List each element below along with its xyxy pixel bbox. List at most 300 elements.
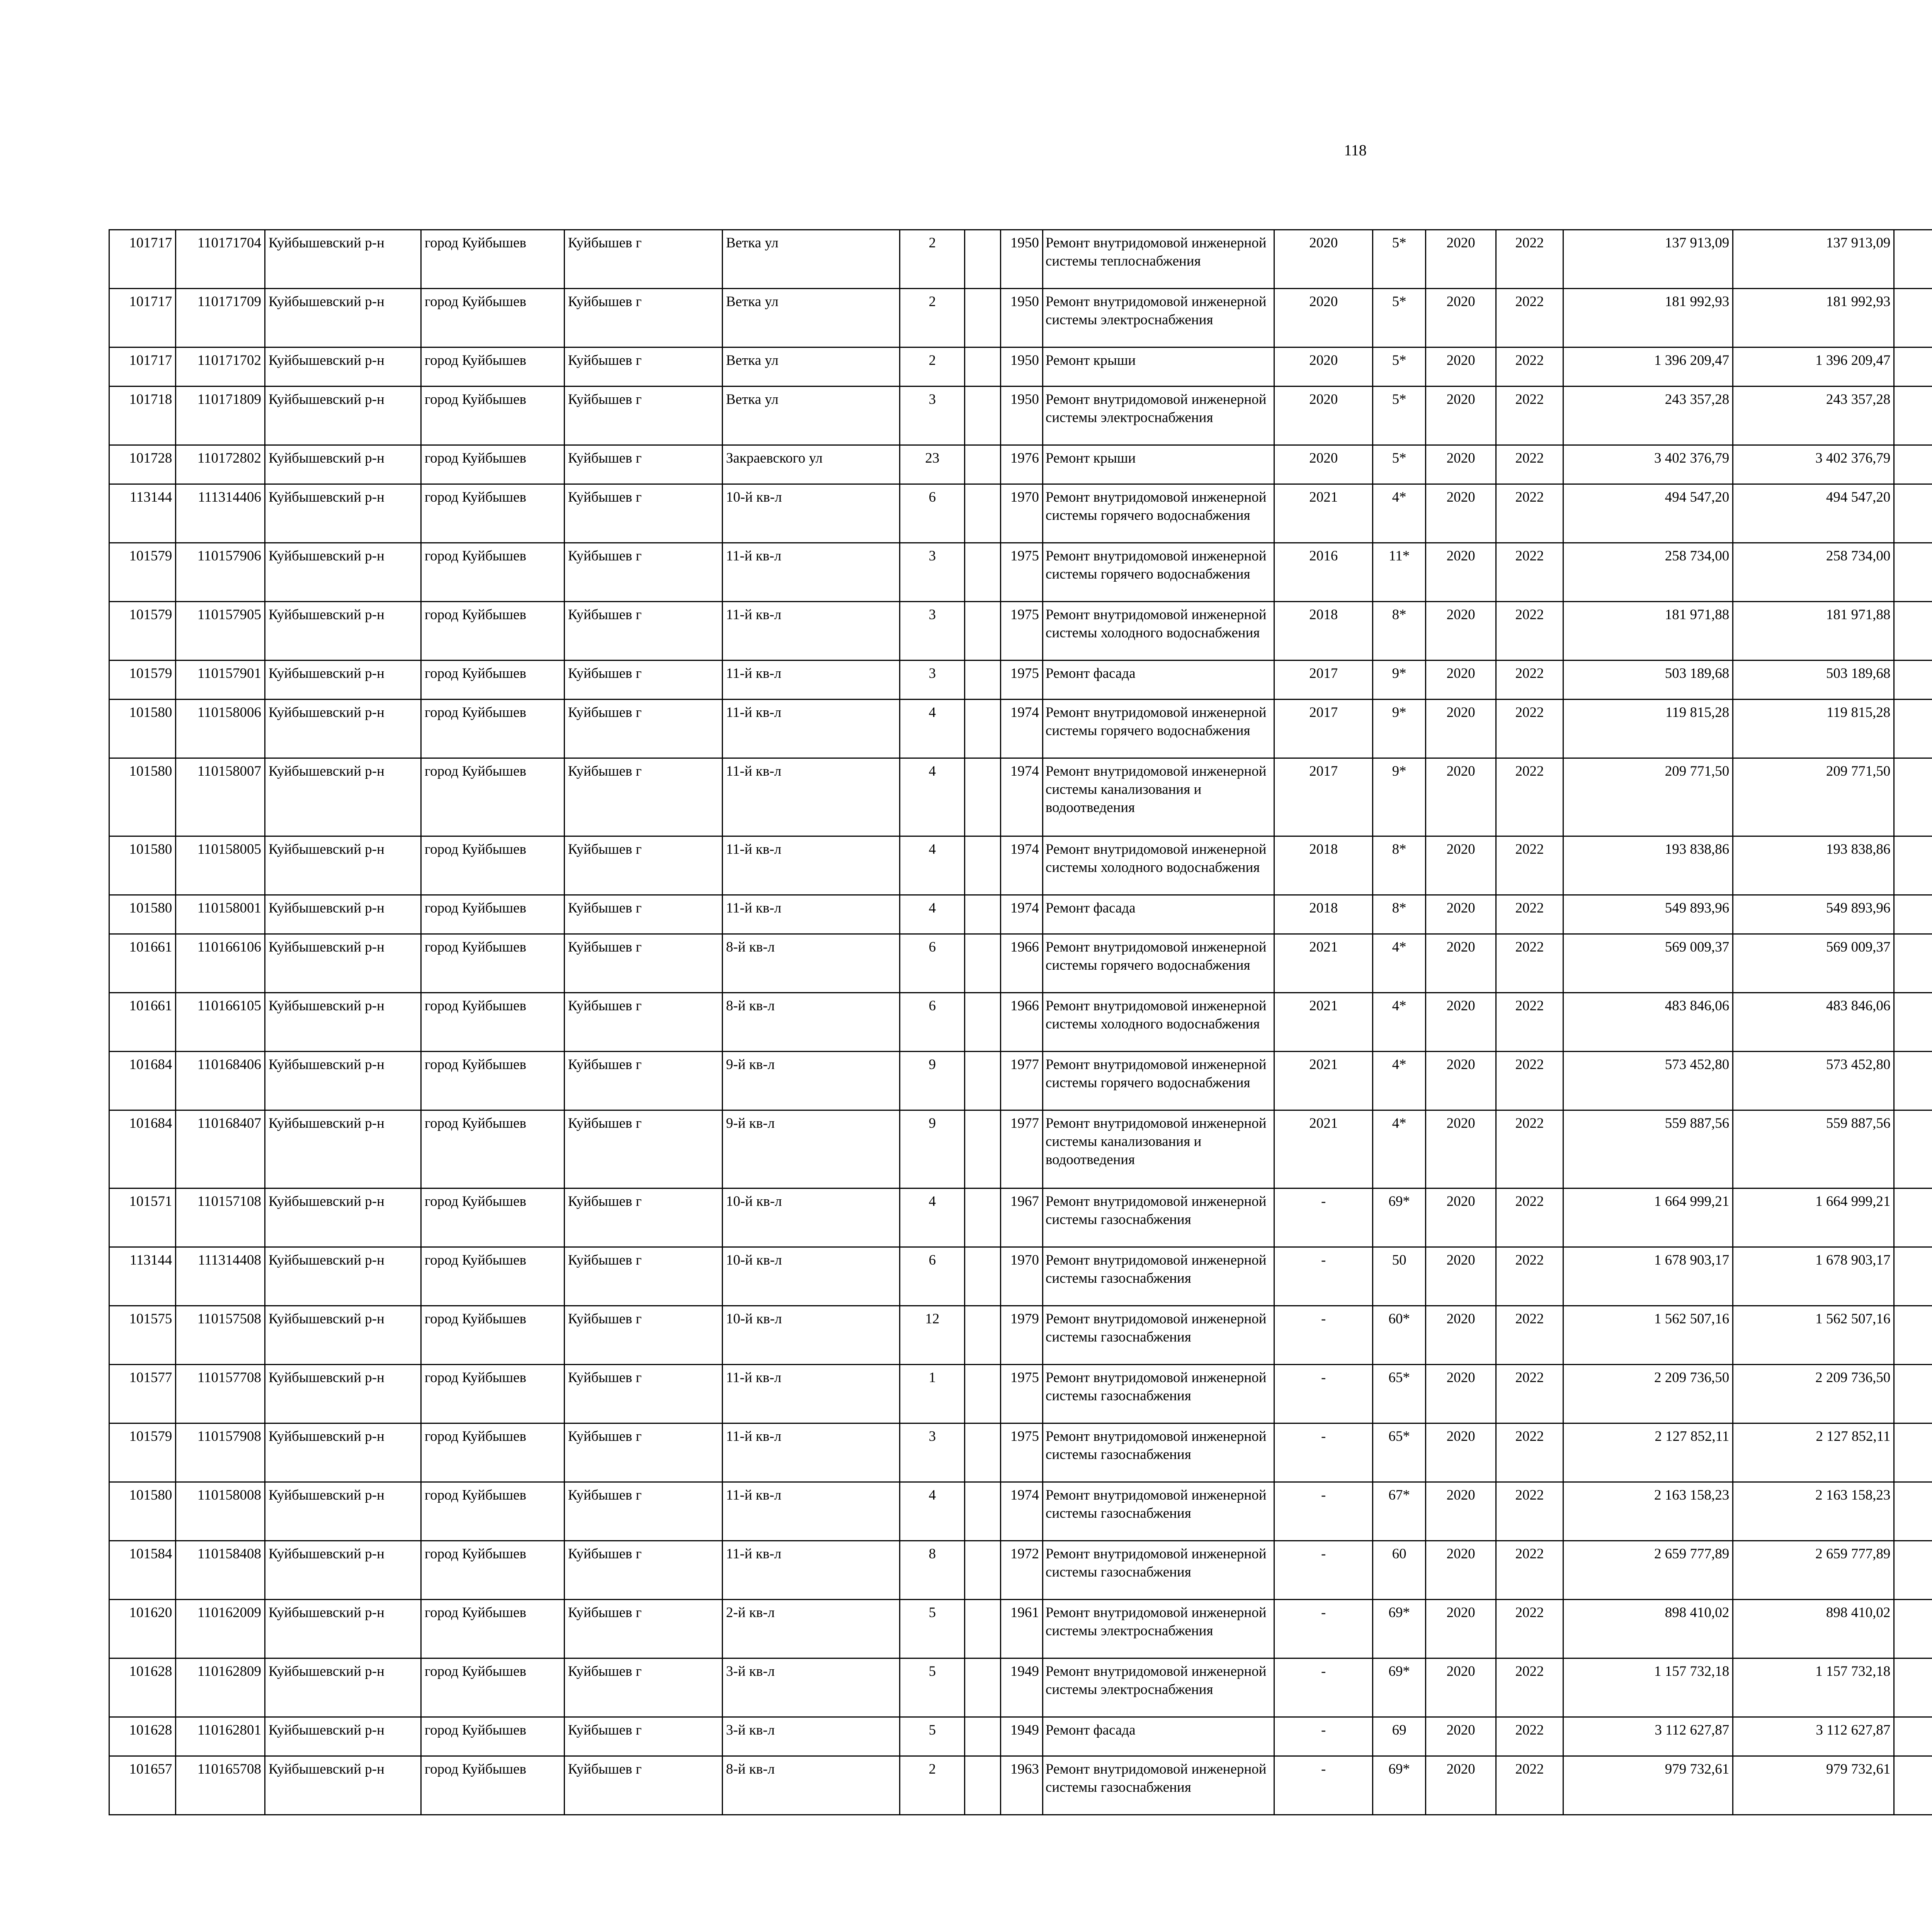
work-id-cell: 110158001 (176, 895, 265, 934)
house-id-cell: 101717 (109, 230, 176, 289)
house-number-cell: 4 (900, 1482, 965, 1541)
municipality-cell: город Куйбышев (421, 1052, 564, 1110)
fund-cost-cell: 2 163 158,23 (1733, 1482, 1894, 1541)
budget-federal-cell (1894, 602, 1932, 661)
wear-percent-cell: 5* (1373, 289, 1426, 347)
fund-cost-cell: 1 157 732,18 (1733, 1658, 1894, 1717)
plan-end-year-cell: 2022 (1496, 386, 1563, 445)
last-repair-year-cell: 2021 (1274, 484, 1373, 543)
building-cell (965, 289, 1000, 347)
work-type-cell: Ремонт внутридомовой инженерной системы газоснабжения (1043, 1482, 1274, 1541)
house-id-cell: 101571 (109, 1188, 176, 1247)
last-repair-year-cell: 2021 (1274, 1110, 1373, 1188)
table-row (109, 602, 1932, 661)
plan-end-year-cell: 2022 (1496, 1423, 1563, 1482)
house-id-cell: 101575 (109, 1306, 176, 1365)
municipality-cell: город Куйбышев (421, 1717, 564, 1756)
budget-federal-cell (1894, 700, 1932, 758)
locality-cell: Куйбышев г (564, 1717, 722, 1756)
table-row (109, 230, 1932, 289)
last-repair-year-cell: 2018 (1274, 895, 1373, 934)
fund-cost-cell: 503 189,68 (1733, 661, 1894, 700)
total-cost-cell: 1 664 999,21 (1563, 1188, 1733, 1247)
last-repair-year-cell: 2017 (1274, 661, 1373, 700)
last-repair-year-cell: 2020 (1274, 230, 1373, 289)
plan-end-year-cell: 2022 (1496, 445, 1563, 484)
table-row (109, 543, 1932, 602)
total-cost-cell: 1 562 507,16 (1563, 1306, 1733, 1365)
year-built-cell: 1950 (1000, 386, 1043, 445)
fund-cost-cell: 494 547,20 (1733, 484, 1894, 543)
table-row (109, 1756, 1932, 1815)
locality-cell: Куйбышев г (564, 484, 722, 543)
plan-end-year-cell: 2022 (1496, 1658, 1563, 1717)
house-id-cell: 101579 (109, 1423, 176, 1482)
building-cell (965, 1756, 1000, 1815)
fund-cost-cell: 2 127 852,11 (1733, 1423, 1894, 1482)
wear-percent-cell: 69* (1373, 1600, 1426, 1658)
district-cell: Куйбышевский р-н (265, 1052, 421, 1110)
budget-federal-cell (1894, 1306, 1932, 1365)
work-type-cell: Ремонт внутридомовой инженерной системы газоснабжения (1043, 1306, 1274, 1365)
total-cost-cell: 3 112 627,87 (1563, 1717, 1733, 1756)
total-cost-cell: 2 659 777,89 (1563, 1541, 1733, 1600)
plan-end-year-cell: 2022 (1496, 1247, 1563, 1306)
plan-start-year-cell: 2020 (1426, 445, 1496, 484)
wear-percent-cell: 4* (1373, 1110, 1426, 1188)
plan-end-year-cell: 2022 (1496, 758, 1563, 836)
year-built-cell: 1974 (1000, 836, 1043, 895)
last-repair-year-cell: 2021 (1274, 993, 1373, 1052)
street-cell: 3-й кв-л (722, 1717, 900, 1756)
district-cell: Куйбышевский р-н (265, 386, 421, 445)
work-type-cell: Ремонт внутридомовой инженерной системы газоснабжения (1043, 1423, 1274, 1482)
year-built-cell: 1975 (1000, 543, 1043, 602)
plan-start-year-cell: 2020 (1426, 386, 1496, 445)
locality-cell: Куйбышев г (564, 386, 722, 445)
plan-end-year-cell: 2022 (1496, 993, 1563, 1052)
work-type-cell: Ремонт внутридомовой инженерной системы электроснабжения (1043, 386, 1274, 445)
plan-start-year-cell: 2020 (1426, 1052, 1496, 1110)
street-cell: 10-й кв-л (722, 484, 900, 543)
total-cost-cell: 569 009,37 (1563, 934, 1733, 993)
house-number-cell: 6 (900, 993, 965, 1052)
district-cell: Куйбышевский р-н (265, 758, 421, 836)
budget-federal-cell (1894, 1541, 1932, 1600)
work-id-cell: 110162801 (176, 1717, 265, 1756)
street-cell: 8-й кв-л (722, 934, 900, 993)
work-type-cell: Ремонт внутридомовой инженерной системы газоснабжения (1043, 1365, 1274, 1423)
budget-federal-cell (1894, 1600, 1932, 1658)
fund-cost-cell: 181 971,88 (1733, 602, 1894, 661)
fund-cost-cell: 258 734,00 (1733, 543, 1894, 602)
budget-federal-cell (1894, 1247, 1932, 1306)
wear-percent-cell: 8* (1373, 895, 1426, 934)
last-repair-year-cell: 2017 (1274, 700, 1373, 758)
locality-cell: Куйбышев г (564, 1365, 722, 1423)
plan-end-year-cell: 2022 (1496, 1188, 1563, 1247)
work-id-cell: 110171809 (176, 386, 265, 445)
wear-percent-cell: 67* (1373, 1482, 1426, 1541)
house-number-cell: 5 (900, 1658, 965, 1717)
total-cost-cell: 549 893,96 (1563, 895, 1733, 934)
locality-cell: Куйбышев г (564, 1482, 722, 1541)
street-cell: 11-й кв-л (722, 836, 900, 895)
locality-cell: Куйбышев г (564, 895, 722, 934)
year-built-cell: 1979 (1000, 1306, 1043, 1365)
plan-end-year-cell: 2022 (1496, 700, 1563, 758)
fund-cost-cell: 243 357,28 (1733, 386, 1894, 445)
work-type-cell: Ремонт внутридомовой инженерной системы холодного водоснабжения (1043, 602, 1274, 661)
house-id-cell: 101580 (109, 700, 176, 758)
house-id-cell: 101580 (109, 895, 176, 934)
fund-cost-cell: 1 678 903,17 (1733, 1247, 1894, 1306)
house-id-cell: 101580 (109, 836, 176, 895)
year-built-cell: 1974 (1000, 758, 1043, 836)
house-id-cell: 101684 (109, 1110, 176, 1188)
work-type-cell: Ремонт внутридомовой инженерной системы канализования и водоотведения (1043, 1110, 1274, 1188)
year-built-cell: 1966 (1000, 993, 1043, 1052)
work-id-cell: 110168406 (176, 1052, 265, 1110)
last-repair-year-cell: 2020 (1274, 386, 1373, 445)
house-number-cell: 1 (900, 1365, 965, 1423)
locality-cell: Куйбышев г (564, 289, 722, 347)
house-id-cell: 101580 (109, 1482, 176, 1541)
house-number-cell: 2 (900, 230, 965, 289)
plan-start-year-cell: 2020 (1426, 347, 1496, 386)
building-cell (965, 934, 1000, 993)
building-cell (965, 347, 1000, 386)
plan-end-year-cell: 2022 (1496, 1541, 1563, 1600)
municipality-cell: город Куйбышев (421, 993, 564, 1052)
house-id-cell: 101717 (109, 347, 176, 386)
year-built-cell: 1961 (1000, 1600, 1043, 1658)
street-cell: 11-й кв-л (722, 661, 900, 700)
last-repair-year-cell: - (1274, 1600, 1373, 1658)
table-row (109, 836, 1932, 895)
street-cell: 11-й кв-л (722, 700, 900, 758)
building-cell (965, 602, 1000, 661)
street-cell: 11-й кв-л (722, 1365, 900, 1423)
fund-cost-cell: 2 659 777,89 (1733, 1541, 1894, 1600)
last-repair-year-cell: - (1274, 1482, 1373, 1541)
budget-federal-cell (1894, 1658, 1932, 1717)
plan-start-year-cell: 2020 (1426, 1658, 1496, 1717)
building-cell (965, 1052, 1000, 1110)
street-cell: 10-й кв-л (722, 1247, 900, 1306)
fund-cost-cell: 181 992,93 (1733, 289, 1894, 347)
year-built-cell: 1975 (1000, 1365, 1043, 1423)
house-number-cell: 4 (900, 758, 965, 836)
house-number-cell: 5 (900, 1717, 965, 1756)
municipality-cell: город Куйбышев (421, 700, 564, 758)
work-id-cell: 110165708 (176, 1756, 265, 1815)
work-id-cell: 110172802 (176, 445, 265, 484)
fund-cost-cell: 119 815,28 (1733, 700, 1894, 758)
wear-percent-cell: 8* (1373, 602, 1426, 661)
work-id-cell: 110157108 (176, 1188, 265, 1247)
table-row (109, 1306, 1932, 1365)
fund-cost-cell: 979 732,61 (1733, 1756, 1894, 1815)
municipality-cell: город Куйбышев (421, 836, 564, 895)
plan-start-year-cell: 2020 (1426, 836, 1496, 895)
budget-federal-cell (1894, 1188, 1932, 1247)
total-cost-cell: 2 209 736,50 (1563, 1365, 1733, 1423)
house-number-cell: 2 (900, 289, 965, 347)
year-built-cell: 1975 (1000, 602, 1043, 661)
plan-start-year-cell: 2020 (1426, 934, 1496, 993)
budget-federal-cell (1894, 661, 1932, 700)
locality-cell: Куйбышев г (564, 661, 722, 700)
page-number: 118 (1344, 141, 1367, 159)
locality-cell: Куйбышев г (564, 993, 722, 1052)
district-cell: Куйбышевский р-н (265, 445, 421, 484)
wear-percent-cell: 4* (1373, 484, 1426, 543)
building-cell (965, 700, 1000, 758)
house-number-cell: 5 (900, 1600, 965, 1658)
budget-federal-cell (1894, 445, 1932, 484)
budget-federal-cell (1894, 230, 1932, 289)
plan-start-year-cell: 2020 (1426, 1365, 1496, 1423)
fund-cost-cell: 1 396 209,47 (1733, 347, 1894, 386)
table-row (109, 484, 1932, 543)
locality-cell: Куйбышев г (564, 1756, 722, 1815)
fund-cost-cell: 209 771,50 (1733, 758, 1894, 836)
house-number-cell: 3 (900, 386, 965, 445)
table-row (109, 1600, 1932, 1658)
plan-start-year-cell: 2020 (1426, 661, 1496, 700)
total-cost-cell: 1 157 732,18 (1563, 1658, 1733, 1717)
plan-start-year-cell: 2020 (1426, 230, 1496, 289)
district-cell: Куйбышевский р-н (265, 1188, 421, 1247)
last-repair-year-cell: 2020 (1274, 445, 1373, 484)
work-type-cell: Ремонт внутридомовой инженерной системы газоснабжения (1043, 1247, 1274, 1306)
wear-percent-cell: 9* (1373, 758, 1426, 836)
year-built-cell: 1970 (1000, 484, 1043, 543)
street-cell: 10-й кв-л (722, 1188, 900, 1247)
total-cost-cell: 559 887,56 (1563, 1110, 1733, 1188)
house-number-cell: 4 (900, 836, 965, 895)
district-cell: Куйбышевский р-н (265, 1658, 421, 1717)
table-row (109, 1247, 1932, 1306)
wear-percent-cell: 4* (1373, 993, 1426, 1052)
municipality-cell: город Куйбышев (421, 289, 564, 347)
work-type-cell: Ремонт внутридомовой инженерной системы теплоснабжения (1043, 230, 1274, 289)
work-type-cell: Ремонт внутридомовой инженерной системы горячего водоснабжения (1043, 934, 1274, 993)
fund-cost-cell: 3 112 627,87 (1733, 1717, 1894, 1756)
budget-federal-cell (1894, 1756, 1932, 1815)
table-row (109, 661, 1932, 700)
total-cost-cell: 1 678 903,17 (1563, 1247, 1733, 1306)
wear-percent-cell: 65* (1373, 1423, 1426, 1482)
total-cost-cell: 243 357,28 (1563, 386, 1733, 445)
fund-cost-cell: 2 209 736,50 (1733, 1365, 1894, 1423)
last-repair-year-cell: - (1274, 1365, 1373, 1423)
plan-start-year-cell: 2020 (1426, 602, 1496, 661)
plan-end-year-cell: 2022 (1496, 661, 1563, 700)
plan-start-year-cell: 2020 (1426, 1110, 1496, 1188)
budget-federal-cell (1894, 1717, 1932, 1756)
building-cell (965, 1717, 1000, 1756)
wear-percent-cell: 65* (1373, 1365, 1426, 1423)
fund-cost-cell: 569 009,37 (1733, 934, 1894, 993)
year-built-cell: 1974 (1000, 895, 1043, 934)
locality-cell: Куйбышев г (564, 1110, 722, 1188)
house-number-cell: 4 (900, 700, 965, 758)
work-type-cell: Ремонт внутридомовой инженерной системы горячего водоснабжения (1043, 543, 1274, 602)
building-cell (965, 230, 1000, 289)
street-cell: 11-й кв-л (722, 1541, 900, 1600)
plan-start-year-cell: 2020 (1426, 758, 1496, 836)
building-cell (965, 836, 1000, 895)
plan-end-year-cell: 2022 (1496, 1756, 1563, 1815)
house-id-cell: 101584 (109, 1541, 176, 1600)
table-body (109, 230, 1932, 1815)
district-cell: Куйбышевский р-н (265, 836, 421, 895)
work-id-cell: 110158006 (176, 700, 265, 758)
district-cell: Куйбышевский р-н (265, 1600, 421, 1658)
municipality-cell: город Куйбышев (421, 1188, 564, 1247)
plan-start-year-cell: 2020 (1426, 993, 1496, 1052)
table-row (109, 386, 1932, 445)
municipality-cell: город Куйбышев (421, 1110, 564, 1188)
street-cell: Ветка ул (722, 289, 900, 347)
district-cell: Куйбышевский р-н (265, 1482, 421, 1541)
budget-federal-cell (1894, 895, 1932, 934)
municipality-cell: город Куйбышев (421, 347, 564, 386)
budget-federal-cell (1894, 1423, 1932, 1482)
budget-federal-cell (1894, 1365, 1932, 1423)
municipality-cell: город Куйбышев (421, 1306, 564, 1365)
last-repair-year-cell: 2020 (1274, 347, 1373, 386)
building-cell (965, 1482, 1000, 1541)
fund-cost-cell: 898 410,02 (1733, 1600, 1894, 1658)
plan-start-year-cell: 2020 (1426, 543, 1496, 602)
fund-cost-cell: 3 402 376,79 (1733, 445, 1894, 484)
municipality-cell: город Куйбышев (421, 230, 564, 289)
table-row (109, 1110, 1932, 1188)
wear-percent-cell: 8* (1373, 836, 1426, 895)
municipality-cell: город Куйбышев (421, 895, 564, 934)
table-row (109, 1658, 1932, 1717)
work-id-cell: 110157905 (176, 602, 265, 661)
last-repair-year-cell: - (1274, 1658, 1373, 1717)
table-row (109, 289, 1932, 347)
wear-percent-cell: 4* (1373, 1052, 1426, 1110)
plan-end-year-cell: 2022 (1496, 1306, 1563, 1365)
locality-cell: Куйбышев г (564, 700, 722, 758)
district-cell: Куйбышевский р-н (265, 289, 421, 347)
district-cell: Куйбышевский р-н (265, 347, 421, 386)
year-built-cell: 1966 (1000, 934, 1043, 993)
plan-start-year-cell: 2020 (1426, 1482, 1496, 1541)
district-cell: Куйбышевский р-н (265, 230, 421, 289)
work-id-cell: 110166106 (176, 934, 265, 993)
work-type-cell: Ремонт внутридомовой инженерной системы горячего водоснабжения (1043, 700, 1274, 758)
table-row (109, 700, 1932, 758)
building-cell (965, 1658, 1000, 1717)
district-cell: Куйбышевский р-н (265, 1423, 421, 1482)
year-built-cell: 1950 (1000, 289, 1043, 347)
wear-percent-cell: 5* (1373, 230, 1426, 289)
plan-end-year-cell: 2022 (1496, 1110, 1563, 1188)
street-cell: 2-й кв-л (722, 1600, 900, 1658)
wear-percent-cell: 60* (1373, 1306, 1426, 1365)
total-cost-cell: 3 402 376,79 (1563, 445, 1733, 484)
street-cell: 8-й кв-л (722, 993, 900, 1052)
last-repair-year-cell: 2018 (1274, 602, 1373, 661)
wear-percent-cell: 50 (1373, 1247, 1426, 1306)
work-id-cell: 111314406 (176, 484, 265, 543)
plan-end-year-cell: 2022 (1496, 484, 1563, 543)
street-cell: 11-й кв-л (722, 1482, 900, 1541)
year-built-cell: 1977 (1000, 1110, 1043, 1188)
wear-percent-cell: 4* (1373, 934, 1426, 993)
building-cell (965, 1188, 1000, 1247)
total-cost-cell: 137 913,09 (1563, 230, 1733, 289)
year-built-cell: 1975 (1000, 1423, 1043, 1482)
work-id-cell: 110158005 (176, 836, 265, 895)
house-id-cell: 101579 (109, 661, 176, 700)
total-cost-cell: 181 992,93 (1563, 289, 1733, 347)
locality-cell: Куйбышев г (564, 543, 722, 602)
budget-federal-cell (1894, 347, 1932, 386)
work-type-cell: Ремонт внутридомовой инженерной системы газоснабжения (1043, 1188, 1274, 1247)
house-number-cell: 6 (900, 1247, 965, 1306)
house-id-cell: 101717 (109, 289, 176, 347)
plan-start-year-cell: 2020 (1426, 1541, 1496, 1600)
street-cell: Ветка ул (722, 386, 900, 445)
work-id-cell: 110157708 (176, 1365, 265, 1423)
street-cell: 11-й кв-л (722, 895, 900, 934)
work-type-cell: Ремонт фасада (1043, 661, 1274, 700)
house-id-cell: 101728 (109, 445, 176, 484)
work-id-cell: 110162809 (176, 1658, 265, 1717)
total-cost-cell: 494 547,20 (1563, 484, 1733, 543)
plan-end-year-cell: 2022 (1496, 1600, 1563, 1658)
municipality-cell: город Куйбышев (421, 543, 564, 602)
plan-end-year-cell: 2022 (1496, 347, 1563, 386)
locality-cell: Куйбышев г (564, 445, 722, 484)
table-row (109, 1541, 1932, 1600)
plan-end-year-cell: 2022 (1496, 1717, 1563, 1756)
work-id-cell: 110171702 (176, 347, 265, 386)
wear-percent-cell: 9* (1373, 700, 1426, 758)
district-cell: Куйбышевский р-н (265, 602, 421, 661)
house-number-cell: 3 (900, 602, 965, 661)
plan-end-year-cell: 2022 (1496, 543, 1563, 602)
municipality-cell: город Куйбышев (421, 445, 564, 484)
street-cell: 3-й кв-л (722, 1658, 900, 1717)
street-cell: 9-й кв-л (722, 1110, 900, 1188)
house-id-cell: 101628 (109, 1658, 176, 1717)
plan-end-year-cell: 2022 (1496, 602, 1563, 661)
house-id-cell: 101657 (109, 1756, 176, 1815)
building-cell (965, 1306, 1000, 1365)
district-cell: Куйбышевский р-н (265, 1247, 421, 1306)
locality-cell: Куйбышев г (564, 602, 722, 661)
district-cell: Куйбышевский р-н (265, 934, 421, 993)
last-repair-year-cell: 2021 (1274, 1052, 1373, 1110)
year-built-cell: 1975 (1000, 661, 1043, 700)
total-cost-cell: 503 189,68 (1563, 661, 1733, 700)
fund-cost-cell: 573 452,80 (1733, 1052, 1894, 1110)
locality-cell: Куйбышев г (564, 347, 722, 386)
work-type-cell: Ремонт фасада (1043, 1717, 1274, 1756)
district-cell: Куйбышевский р-н (265, 1365, 421, 1423)
total-cost-cell: 2 127 852,11 (1563, 1423, 1733, 1482)
total-cost-cell: 573 452,80 (1563, 1052, 1733, 1110)
